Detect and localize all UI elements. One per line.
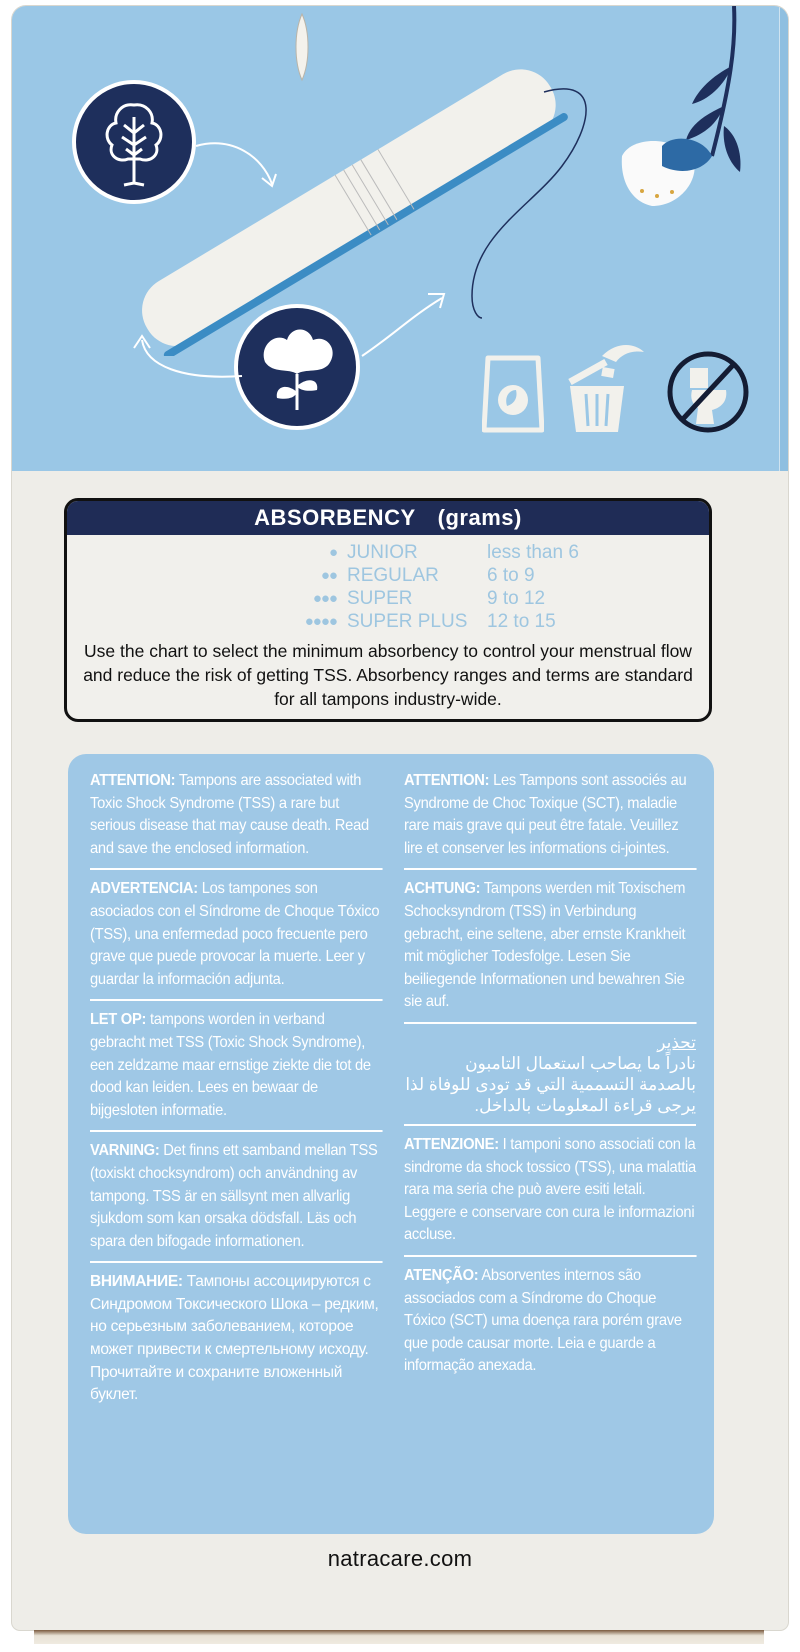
warning-italian bbox=[404, 1134, 697, 1257]
warning-english bbox=[90, 770, 383, 870]
warning-french bbox=[404, 770, 697, 870]
absorbency-level: SUPER PLUS bbox=[347, 611, 468, 632]
warning-label: ACHTUNG: bbox=[404, 880, 481, 898]
warning-text: Les Tampons sont associés au Syndrome de Choc Toxique (SCT), maladie rare mais grave qui peut être fatale. Veuillez lire et conserver les informations ci-jointes. bbox=[404, 772, 687, 857]
warning-arabic bbox=[404, 1032, 696, 1126]
absorbency-range: 12 to 15 bbox=[487, 611, 556, 632]
warning-text: نادراً ما يصاحب استعمال التامبون بالصدمة التسممية التي قد تودى للوفاة لذا يرجى قراءة المعلومات بالداخل. bbox=[405, 1053, 696, 1115]
no-flush-toilet-icon bbox=[666, 350, 750, 434]
warning-swedish bbox=[90, 1140, 383, 1263]
flower-decoration bbox=[612, 6, 782, 226]
warning-label: ATTENZIONE: bbox=[404, 1135, 499, 1153]
illustration-panel bbox=[12, 6, 788, 471]
warnings-left-column bbox=[90, 770, 382, 1423]
absorbency-title: ABSORBENCY bbox=[254, 505, 416, 530]
absorbency-level: SUPER bbox=[347, 588, 413, 609]
disposal-icons bbox=[482, 340, 750, 434]
warning-label: ATENÇÃO: bbox=[404, 1266, 479, 1284]
warning-text: Det finns ett samband mellan TSS (toxiskt chocksyndrom) och användning av tampong. TSS är en sällsynt men allvarlig sjukdom som kan orsaka dödsfall. Läs och spara den bifogade informationen. bbox=[90, 1142, 378, 1250]
warning-dutch bbox=[90, 1009, 383, 1132]
warning-german bbox=[404, 878, 697, 1024]
warning-text: Absorventes internos são associados com a Síndrome do Choque Tóxico (SCT) uma doença rara porém grave que pode causar morte. Leia e guarde a informação anexada. bbox=[404, 1266, 682, 1375]
absorbency-unit: (grams) bbox=[437, 505, 522, 530]
warning-label: ADVERTENCIA: bbox=[90, 880, 198, 898]
warning-portuguese bbox=[404, 1265, 697, 1386]
warning-text: Tampons werden mit Toxischem Schocksyndrom (TSS) in Verbindung gebracht, eine seltene, aber ernste Krankheit mit möglicher Todesfolge. Lesen Sie beiliegende Informationen und bewahren Sie sie auf. bbox=[404, 880, 686, 1011]
warning-text: Tampons are associated with Toxic Shock Syndrome (TSS) a rare but serious disease that may cause death. Read and save the enclosed information. bbox=[90, 772, 369, 857]
tss-warnings-panel bbox=[68, 754, 714, 1534]
warning-russian bbox=[90, 1271, 390, 1415]
absorbency-level: REGULAR bbox=[347, 565, 439, 586]
absorbency-range: 6 to 9 bbox=[487, 565, 535, 586]
warnings-right-column bbox=[404, 770, 696, 1394]
warning-label: تحذير bbox=[657, 1032, 696, 1052]
warning-label: ATTENTION: bbox=[404, 772, 490, 789]
absorbency-table bbox=[67, 541, 709, 633]
drop-icon: ●●●● bbox=[304, 613, 337, 630]
warning-label: LET OP: bbox=[90, 1011, 147, 1029]
drop-icon: ● bbox=[328, 544, 337, 561]
warning-label: ATTENTION: bbox=[90, 772, 176, 789]
drop-icon: ●●● bbox=[312, 590, 337, 607]
warning-text: tampons worden in verband gebracht met TSS (Toxic Shock Syndrome), een zeldzame maar ernstige ziekte die tot de dood kan leiden. Lees en bewaar de bijgesloten informatie. bbox=[90, 1011, 371, 1119]
warning-spanish bbox=[90, 878, 383, 1001]
trash-bin-icon bbox=[562, 340, 648, 434]
package-back-panel bbox=[12, 6, 788, 1630]
absorbency-range: less than 6 bbox=[487, 542, 579, 563]
absorbency-header bbox=[67, 501, 709, 535]
absorbency-range: 9 to 12 bbox=[487, 588, 546, 609]
warning-text: Тампоны ассоциируются с Синдромом Токсического Шока – редким, но серьезным заболеванием, которое может привести к смертельному исходу. Прочитайте и сохраните вложенный буклет. bbox=[90, 1273, 379, 1404]
warning-text: I tamponi sono associati con la sindrome da shock tossico (TSS), una malattia rara ma seria che può avere esiti letali. Leggere e conservare con cura le informazioni accluse. bbox=[404, 1135, 696, 1244]
absorbency-note: Use the chart to select the minimum absorbency to control your menstrual flow and reduce the risk of getting TSS. Absorbency ranges and terms are standard for all tampons industry-wide. bbox=[83, 641, 693, 709]
box-bottom-edge bbox=[34, 1630, 764, 1644]
warning-text: Los tampones son asociados con el Síndrome de Choque Tóxico (TSS), una enfermedad poco frecuente pero grave que puede provocar la muerte. Leer y guardar la información adjunta. bbox=[90, 880, 380, 988]
website-url: natracare.com bbox=[327, 1546, 473, 1571]
absorbency-level: JUNIOR bbox=[347, 542, 418, 563]
compostable-bin-icon bbox=[482, 354, 544, 434]
warning-label: ВНИМАНИЕ: bbox=[90, 1273, 183, 1291]
arrow-icon bbox=[122, 276, 462, 386]
absorbency-chart bbox=[64, 498, 712, 722]
warning-label: VARNING: bbox=[90, 1142, 160, 1160]
drop-icon: ●● bbox=[320, 567, 337, 584]
